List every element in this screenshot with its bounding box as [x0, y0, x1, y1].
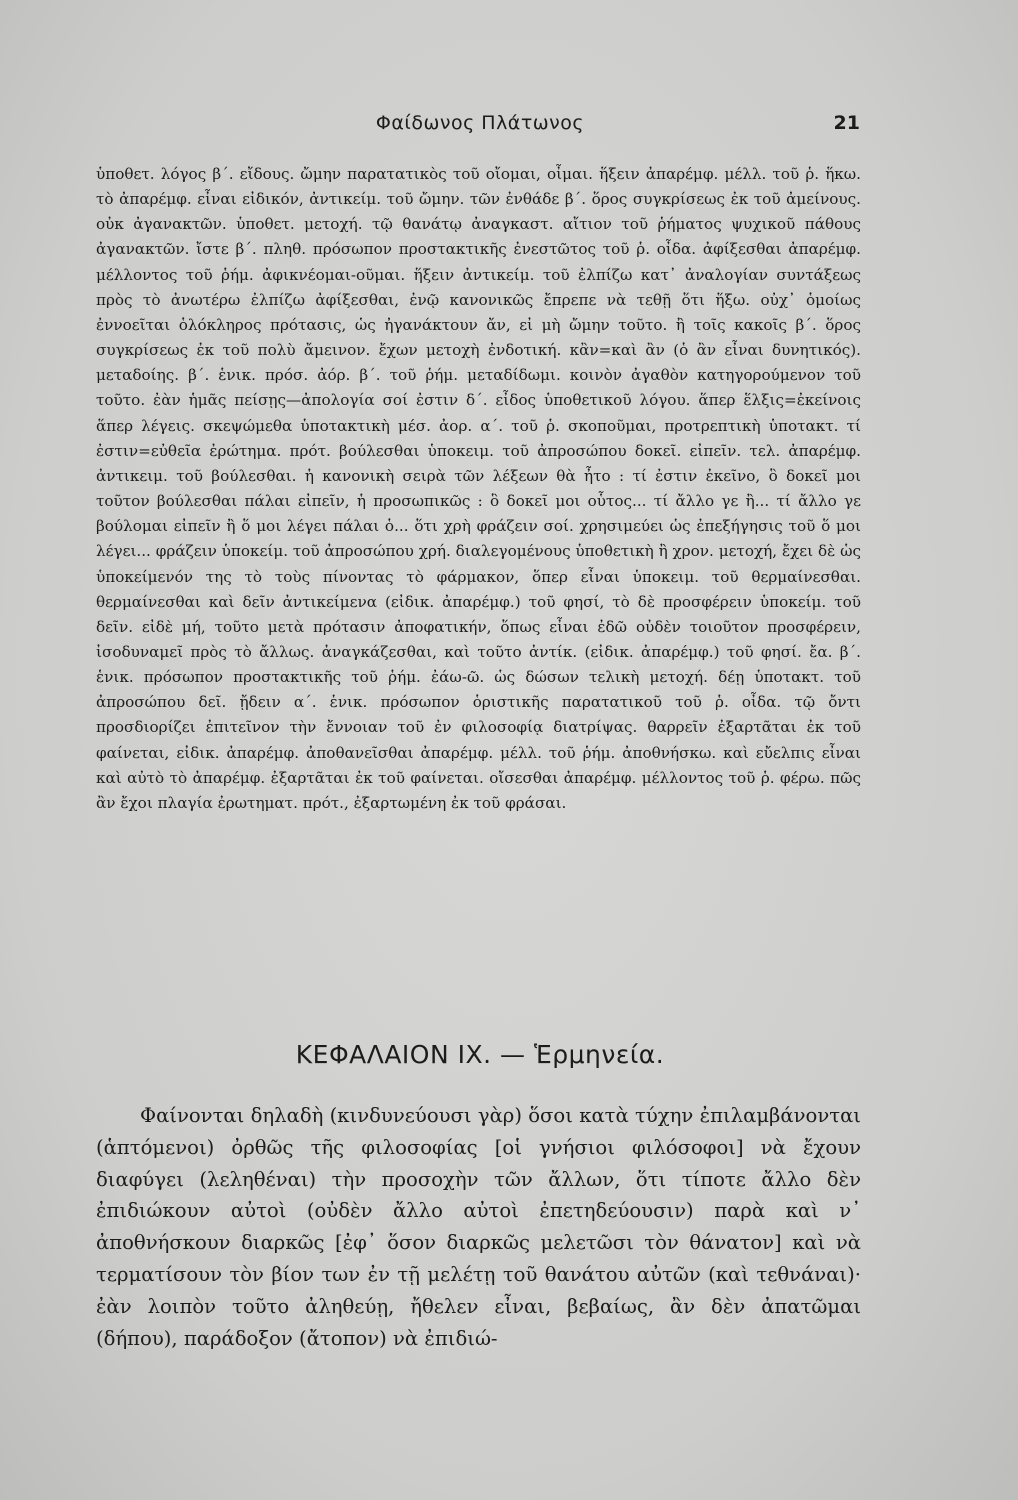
page-number: 21 — [833, 112, 860, 134]
running-title: Φαίδωνος Πλάτωνος — [375, 112, 585, 134]
commentary-notes — [96, 162, 861, 816]
page-header — [100, 112, 860, 142]
main-paragraph: Φαίνονται δηλαδὴ (κινδυνεύουσι γὰρ) ὅσοι κατὰ τύχην ἐπιλαμβάνονται (ἁπτόμενοι) ὀρθῶς τῆς φιλοσοφίας [οἱ γνήσιοι φιλόσοφοι] νὰ ἔχουν διαφύγει (λεληθέναι) τὴν προσοχὴν τῶν ἄλλων, ὅτι τίποτε ἄλλο δὲν ἐπιδιώκουν αὐτοὶ (οὐδὲν ἄλλο αὐτοὶ ἐπετηδεύουσιν) παρὰ καὶ ν᾽ ἀποθνήσκουν διαρκῶς [ἐφ᾽ ὅσον διαρκῶς μελετῶσι τὸν θάνατον] καὶ νὰ τερματίσουν τὸν βίον των ἐν τῇ μελέτῃ τοῦ θανάτου αὐτῶν (καὶ τεθνάναι)· ἐὰν λοιπὸν τοῦτο ἀληθεύῃ, ἤθελεν εἶναι, βεβαίως, ἂν δὲν ἀπατῶμαι (δήπου), παράδοξον (ἄτοπον) νὰ ἐπιδιώ- — [96, 1104, 861, 1350]
chapter-heading: ΚΕΦΑΛΑΙΟΝ IX. — Ἑρμηνεία. — [295, 1040, 665, 1069]
notes-paragraph: ὑποθετ. λόγος β΄. εἴδους. ὤμην παρατατικὸς τοῦ οἴομαι, οἶμαι. ἥξειν ἀπαρέμφ. μέλλ. τοῦ ῥ. ἥκω. τὸ ἀπαρέμφ. εἶναι εἰδικόν, ἀντικείμ. τοῦ ὤμην. τῶν ἐνθάδε β΄. ὅρος συγκρίσεως ἐκ τοῦ ἀμείνους. οὐκ ἀγανακτῶν. ὑποθετ. μετοχή. τῷ θανάτῳ ἀναγκαστ. αἴτιον τοῦ ῥήματος ψυχικοῦ πάθους ἀγανακτῶν. ἴστε β΄. πληθ. πρόσωπον προστακτικῆς ἐνεστῶτος τοῦ ῥ. οἶδα. ἀφίξεσθαι ἀπαρέμφ. μέλλοντος τοῦ ῥήμ. ἀφικνέομαι-οῦμαι. ἥξειν ἀντικείμ. τοῦ ἐλπίζω κατ᾽ ἀναλογίαν συντάξεως πρὸς τὸ ἀνωτέρω ἐλπίζω ἀφίξεσθαι, ἐνῷ κανονικῶς ἔπρεπε νὰ τεθῇ ὅτι ἥξω. οὐχ᾽ ὁμοίως ἐννοεῖται ὁλόκληρος πρότασις, ὡς ἠγανάκτουν ἄν, εἰ μὴ ὤμην τοῦτο. ἢ τοῖς κακοῖς β΄. ὅρος συγκρίσεως ἐκ τοῦ πολὺ ἄμεινον. ἔχων μετοχὴ ἐνδοτική. κἂν=καὶ ἂν (ὁ ἂν εἶναι δυνητικός). μεταδοίης. β΄. ἑνικ. πρόσ. ἀόρ. β΄. τοῦ ῥήμ. μεταδίδωμι. κοινὸν ἀγαθὸν κατηγορούμενον τοῦ τοῦτο. ἐὰν ἡμᾶς πείσῃς—ἀπολογία σοί ἐστιν δ΄. εἶδος ὑποθετικοῦ λόγου. ἅπερ ἕλξις=ἐκείνοις ἅπερ λέγεις. σκεψώμεθα ὑποτακτικὴ μέσ. ἀορ. α΄. τοῦ ῥ. σκοποῦμαι, προτρεπτικὴ ὑποτακτ. τί ἐστιν=εὐθεῖα ἐρώτημα. πρότ. βούλεσθαι ὑποκειμ. τοῦ ἀπροσώπου δοκεῖ. εἰπεῖν. τελ. ἀπαρέμφ. ἀντικειμ. τοῦ βούλεσθαι. ἡ κανονικὴ σειρὰ τῶν λέξεων θὰ ἦτο : τί ἐστιν ἐκεῖνο, ὃ δοκεῖ μοι τοῦτον βούλεσθαι πάλαι εἰπεῖν, ἡ προσωπικῶς : ὃ δοκεῖ μοι οὗτος... τί ἄλλο γε ἢ... τί ἄλλο γε βούλομαι εἰπεῖν ἢ ὅ μοι λέγει πάλαι ὁ... ὅτι χρὴ φράζειν σοί. χρησιμεύει ὡς ἐπεξήγησις τοῦ ὅ μοι λέγει... φράζειν ὑποκείμ. τοῦ ἀπροσώπου χρή. διαλεγομένους ὑποθετικὴ ἢ χρον. μετοχή, ἔχει δὲ ὡς ὑποκείμενόν της τὸ τοὺς πίνοντας τὸ φάρμακον, ὅπερ εἶναι ὑποκειμ. τοῦ θερμαίνεσθαι. θερμαίνεσθαι καὶ δεῖν ἀντικείμενα (εἰδικ. ἀπαρέμφ.) τοῦ φησί, τὸ δὲ προσφέρειν ὑποκείμ. τοῦ δεῖν. εἰδὲ μή, τοῦτο μετὰ πρότασιν ἀποφατικήν, ὅπως εἶναι ἐδῶ οὐδὲν τοιοῦτον προσφέρειν, ἰσοδυναμεῖ πρὸς τὸ ἄλλως. ἀναγκάζεσθαι, καὶ τοῦτο ἀντίκ. (εἰδικ. ἀπαρέμφ.) τοῦ φησί. ἔα. β΄. ἑνικ. πρόσωπον προστακτικῆς τοῦ ῥήμ. ἐάω-ῶ. ὡς δώσων τελικὴ μετοχή. δέῃ ὑποτακτ. τοῦ ἀπροσώπου δεῖ. ᾔδειν α΄. ἑνικ. πρόσωπον ὁριστικῆς παρατατικοῦ τοῦ ῥ. οἶδα. τῷ ὄντι προσδιορίζει ἐπιτεῖνον τὴν ἔννοιαν τοῦ ἐν φιλοσοφίᾳ διατρίψας. θαρρεῖν ἐξαρτᾶται ἐκ τοῦ φαίνεται, εἰδικ. ἀπαρέμφ. ἀποθανεῖσθαι ἀπαρέμφ. μέλλ. τοῦ ῥήμ. ἀποθνήσκω. καὶ εὔελπις εἶναι καὶ αὐτὸ τὸ ἀπαρέμφ. ἐξαρτᾶται ἐκ τοῦ φαίνεται. οἴσεσθαι ἀπαρέμφ. μέλλοντος τοῦ ῥ. φέρω. πῶς ἂν ἔχοι πλαγία ἐρωτηματ. πρότ., ἐξαρτωμένη ἐκ τοῦ φράσαι. — [96, 165, 861, 812]
main-text — [96, 1100, 861, 1354]
